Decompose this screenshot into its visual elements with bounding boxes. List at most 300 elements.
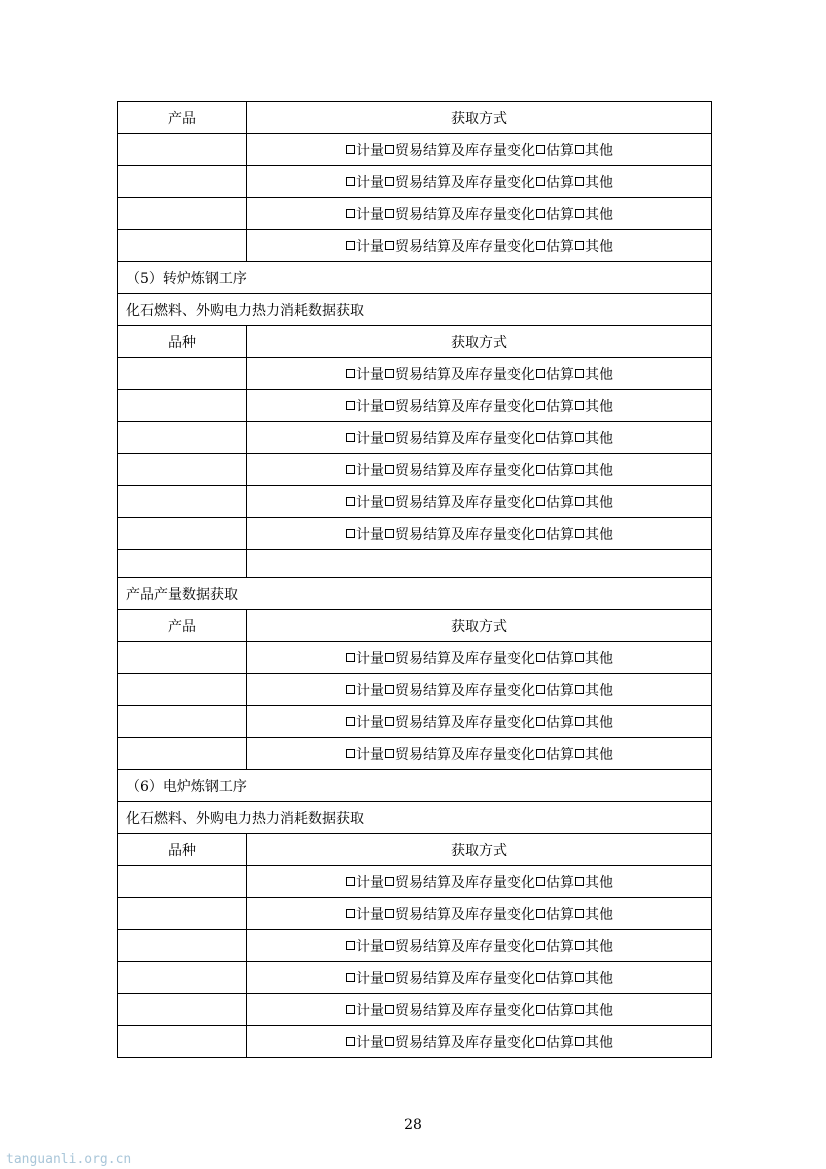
estimation-checkbox[interactable] [536, 209, 545, 218]
method-option[interactable] [535, 936, 574, 956]
method-option[interactable] [574, 1000, 613, 1020]
method-option[interactable] [345, 204, 384, 224]
method-option[interactable] [345, 140, 384, 160]
option-label: 计量 [356, 1034, 384, 1051]
trade-settlement-checkbox[interactable] [385, 465, 394, 474]
table-body [118, 102, 712, 1058]
item-cell[interactable] [118, 486, 247, 518]
other-checkbox[interactable] [575, 1037, 584, 1046]
table-row [118, 230, 712, 262]
table-row [118, 994, 712, 1026]
method-option[interactable] [574, 204, 613, 224]
method-option[interactable] [574, 648, 613, 668]
method-option[interactable] [384, 680, 535, 700]
method-option[interactable] [574, 904, 613, 924]
other-checkbox[interactable] [575, 209, 584, 218]
table-header-row [118, 610, 712, 642]
method-option[interactable] [384, 712, 535, 732]
item-cell[interactable] [118, 642, 247, 674]
method-option[interactable] [574, 744, 613, 764]
header-item-label: 产品 [118, 610, 247, 642]
estimation-checkbox[interactable] [536, 497, 545, 506]
option-label: 估算 [546, 430, 574, 447]
method-option[interactable] [535, 364, 574, 384]
method-option[interactable] [345, 872, 384, 892]
estimation-checkbox[interactable] [536, 145, 545, 154]
option-label: 贸易结算及库存量变化 [395, 142, 535, 159]
option-label: 贸易结算及库存量变化 [395, 938, 535, 955]
method-option[interactable] [384, 1000, 535, 1020]
header-method-label: 获取方式 [247, 102, 712, 134]
method-option[interactable] [345, 744, 384, 764]
option-label: 估算 [546, 938, 574, 955]
trade-settlement-checkbox[interactable] [385, 209, 394, 218]
method-option[interactable] [345, 236, 384, 256]
method-option[interactable] [384, 524, 535, 544]
method-option[interactable] [535, 872, 574, 892]
estimation-checkbox[interactable] [536, 685, 545, 694]
method-option[interactable] [345, 172, 384, 192]
option-label: 计量 [356, 366, 384, 383]
metering-checkbox[interactable] [346, 529, 355, 538]
option-label: 计量 [356, 430, 384, 447]
table-row [118, 134, 712, 166]
trade-settlement-checkbox[interactable] [385, 1005, 394, 1014]
other-checkbox[interactable] [575, 529, 584, 538]
method-option[interactable] [384, 140, 535, 160]
method-option[interactable] [345, 460, 384, 480]
method-option[interactable] [345, 968, 384, 988]
method-option[interactable] [574, 140, 613, 160]
method-option[interactable] [384, 236, 535, 256]
method-options-cell [247, 994, 712, 1026]
option-label: 估算 [546, 874, 574, 891]
option-label: 计量 [356, 526, 384, 543]
option-label: 计量 [356, 142, 384, 159]
trade-settlement-checkbox[interactable] [385, 973, 394, 982]
item-cell[interactable] [118, 706, 247, 738]
method-option[interactable] [535, 460, 574, 480]
item-cell[interactable] [118, 674, 247, 706]
other-checkbox[interactable] [575, 941, 584, 950]
option-label: 估算 [546, 970, 574, 987]
metering-checkbox[interactable] [346, 369, 355, 378]
other-checkbox[interactable] [575, 497, 584, 506]
item-cell[interactable] [118, 1026, 247, 1058]
metering-checkbox[interactable] [346, 465, 355, 474]
method-options-cell [247, 642, 712, 674]
option-label: 计量 [356, 906, 384, 923]
trade-settlement-checkbox[interactable] [385, 653, 394, 662]
method-option[interactable] [535, 428, 574, 448]
other-checkbox[interactable] [575, 653, 584, 662]
estimation-checkbox[interactable] [536, 369, 545, 378]
method-options-cell [247, 134, 712, 166]
method-option[interactable] [384, 492, 535, 512]
option-label: 贸易结算及库存量变化 [395, 430, 535, 447]
estimation-checkbox[interactable] [536, 749, 545, 758]
metering-checkbox[interactable] [346, 177, 355, 186]
method-option[interactable] [574, 236, 613, 256]
estimation-checkbox[interactable] [536, 653, 545, 662]
method-option[interactable] [384, 204, 535, 224]
option-label: 其他 [585, 682, 613, 699]
method-option[interactable] [345, 936, 384, 956]
table-row [118, 422, 712, 454]
method-option[interactable] [574, 364, 613, 384]
method-option[interactable] [535, 1032, 574, 1052]
estimation-checkbox[interactable] [536, 1005, 545, 1014]
estimation-checkbox[interactable] [536, 717, 545, 726]
trade-settlement-checkbox[interactable] [385, 369, 394, 378]
section-title: 化石燃料、外购电力热力消耗数据获取 [118, 294, 712, 326]
data-acquisition-table [117, 101, 712, 1058]
trade-settlement-checkbox[interactable] [385, 877, 394, 886]
other-checkbox[interactable] [575, 1005, 584, 1014]
option-label: 贸易结算及库存量变化 [395, 682, 535, 699]
method-option[interactable] [535, 968, 574, 988]
option-label: 计量 [356, 746, 384, 763]
table-row [118, 898, 712, 930]
table-row [118, 706, 712, 738]
method-option[interactable] [574, 492, 613, 512]
option-label: 计量 [356, 682, 384, 699]
option-label: 计量 [356, 238, 384, 255]
method-option[interactable] [345, 524, 384, 544]
method-options-cell [247, 486, 712, 518]
method-option[interactable] [345, 712, 384, 732]
other-checkbox[interactable] [575, 909, 584, 918]
method-option[interactable] [384, 364, 535, 384]
trade-settlement-checkbox[interactable] [385, 749, 394, 758]
method-option[interactable] [345, 648, 384, 668]
item-cell[interactable] [118, 738, 247, 770]
metering-checkbox[interactable] [346, 209, 355, 218]
metering-checkbox[interactable] [346, 653, 355, 662]
trade-settlement-checkbox[interactable] [385, 145, 394, 154]
method-options-cell [247, 738, 712, 770]
header-method-label: 获取方式 [247, 834, 712, 866]
other-checkbox[interactable] [575, 749, 584, 758]
method-option[interactable] [535, 680, 574, 700]
other-checkbox[interactable] [575, 369, 584, 378]
method-option[interactable] [535, 648, 574, 668]
method-option[interactable] [535, 1000, 574, 1020]
method-option[interactable] [574, 428, 613, 448]
method-option[interactable] [574, 712, 613, 732]
method-option[interactable] [574, 1032, 613, 1052]
metering-checkbox[interactable] [346, 1037, 355, 1046]
metering-checkbox[interactable] [346, 749, 355, 758]
metering-checkbox[interactable] [346, 685, 355, 694]
table-row [118, 390, 712, 422]
trade-settlement-checkbox[interactable] [385, 433, 394, 442]
option-label: 其他 [585, 238, 613, 255]
option-label: 其他 [585, 650, 613, 667]
method-option[interactable] [384, 936, 535, 956]
option-label: 计量 [356, 714, 384, 731]
item-cell[interactable] [118, 454, 247, 486]
method-option[interactable] [384, 968, 535, 988]
table-row [118, 1026, 712, 1058]
method-option[interactable] [384, 648, 535, 668]
method-options-cell [247, 866, 712, 898]
option-label: 估算 [546, 142, 574, 159]
table-row [118, 962, 712, 994]
section-title-row [118, 294, 712, 326]
table-row [118, 674, 712, 706]
option-label: 贸易结算及库存量变化 [395, 398, 535, 415]
method-options-cell [247, 962, 712, 994]
option-label: 估算 [546, 206, 574, 223]
option-label: 其他 [585, 874, 613, 891]
trade-settlement-checkbox[interactable] [385, 1037, 394, 1046]
method-options-cell [247, 930, 712, 962]
method-option[interactable] [574, 172, 613, 192]
table-header-row [118, 102, 712, 134]
method-option[interactable] [345, 396, 384, 416]
method-options-cell [247, 230, 712, 262]
metering-checkbox[interactable] [346, 497, 355, 506]
trade-settlement-checkbox[interactable] [385, 685, 394, 694]
option-label: 其他 [585, 746, 613, 763]
method-option[interactable] [574, 396, 613, 416]
method-option[interactable] [574, 460, 613, 480]
section-title: 产品产量数据获取 [118, 578, 712, 610]
item-cell[interactable] [118, 134, 247, 166]
option-label: 贸易结算及库存量变化 [395, 238, 535, 255]
method-option[interactable] [535, 904, 574, 924]
method-option[interactable] [535, 204, 574, 224]
header-item-label: 品种 [118, 834, 247, 866]
other-checkbox[interactable] [575, 177, 584, 186]
option-label: 估算 [546, 174, 574, 191]
option-label: 计量 [356, 938, 384, 955]
table-row [118, 166, 712, 198]
method-options-cell [247, 706, 712, 738]
section-title-row [118, 578, 712, 610]
method-option[interactable] [345, 904, 384, 924]
trade-settlement-checkbox[interactable] [385, 909, 394, 918]
method-option[interactable] [535, 140, 574, 160]
method-option[interactable] [574, 524, 613, 544]
item-cell[interactable] [118, 422, 247, 454]
option-label: 估算 [546, 1034, 574, 1051]
estimation-checkbox[interactable] [536, 941, 545, 950]
trade-settlement-checkbox[interactable] [385, 717, 394, 726]
estimation-checkbox[interactable] [536, 973, 545, 982]
metering-checkbox[interactable] [346, 877, 355, 886]
option-label: 贸易结算及库存量变化 [395, 366, 535, 383]
section-title-row [118, 262, 712, 294]
trade-settlement-checkbox[interactable] [385, 529, 394, 538]
option-label: 估算 [546, 526, 574, 543]
option-label: 估算 [546, 494, 574, 511]
option-label: 其他 [585, 906, 613, 923]
method-options-cell [247, 898, 712, 930]
trade-settlement-checkbox[interactable] [385, 401, 394, 410]
other-checkbox[interactable] [575, 241, 584, 250]
metering-checkbox[interactable] [346, 241, 355, 250]
trade-settlement-checkbox[interactable] [385, 177, 394, 186]
option-label: 贸易结算及库存量变化 [395, 906, 535, 923]
method-option[interactable] [384, 872, 535, 892]
option-label: 其他 [585, 526, 613, 543]
section-title: （5）转炉炼钢工序 [118, 262, 712, 294]
method-option[interactable] [535, 172, 574, 192]
option-label: 贸易结算及库存量变化 [395, 714, 535, 731]
option-label: 计量 [356, 398, 384, 415]
item-cell[interactable] [118, 518, 247, 550]
method-option[interactable] [574, 936, 613, 956]
method-option[interactable] [535, 492, 574, 512]
option-label: 贸易结算及库存量变化 [395, 1002, 535, 1019]
option-label: 估算 [546, 746, 574, 763]
option-label: 估算 [546, 238, 574, 255]
method-option[interactable] [574, 968, 613, 988]
method-option[interactable] [384, 1032, 535, 1052]
table-row [118, 642, 712, 674]
item-cell[interactable] [118, 994, 247, 1026]
method-options-cell [247, 674, 712, 706]
method-option[interactable] [345, 428, 384, 448]
option-label: 其他 [585, 1034, 613, 1051]
method-option[interactable] [574, 680, 613, 700]
method-option[interactable] [384, 172, 535, 192]
option-label: 贸易结算及库存量变化 [395, 526, 535, 543]
table-row [118, 930, 712, 962]
method-option[interactable] [345, 1032, 384, 1052]
other-checkbox[interactable] [575, 717, 584, 726]
item-cell[interactable] [118, 166, 247, 198]
trade-settlement-checkbox[interactable] [385, 497, 394, 506]
item-cell[interactable] [118, 198, 247, 230]
other-checkbox[interactable] [575, 433, 584, 442]
metering-checkbox[interactable] [346, 717, 355, 726]
metering-checkbox[interactable] [346, 1005, 355, 1014]
item-cell[interactable] [118, 358, 247, 390]
metering-checkbox[interactable] [346, 145, 355, 154]
option-label: 估算 [546, 906, 574, 923]
estimation-checkbox[interactable] [536, 177, 545, 186]
section-title-row [118, 770, 712, 802]
method-option[interactable] [384, 460, 535, 480]
option-label: 其他 [585, 462, 613, 479]
metering-checkbox[interactable] [346, 433, 355, 442]
option-label: 计量 [356, 206, 384, 223]
item-cell[interactable] [118, 962, 247, 994]
estimation-checkbox[interactable] [536, 529, 545, 538]
estimation-checkbox[interactable] [536, 465, 545, 474]
item-cell[interactable] [118, 390, 247, 422]
method-option[interactable] [384, 904, 535, 924]
option-label: 估算 [546, 650, 574, 667]
table-row [118, 454, 712, 486]
option-label: 估算 [546, 366, 574, 383]
option-label: 其他 [585, 142, 613, 159]
metering-checkbox[interactable] [346, 909, 355, 918]
option-label: 贸易结算及库存量变化 [395, 746, 535, 763]
method-option[interactable] [384, 744, 535, 764]
method-option[interactable] [345, 364, 384, 384]
table-row [118, 358, 712, 390]
metering-checkbox[interactable] [346, 973, 355, 982]
estimation-checkbox[interactable] [536, 241, 545, 250]
option-label: 其他 [585, 714, 613, 731]
table-header-row [118, 326, 712, 358]
other-checkbox[interactable] [575, 685, 584, 694]
item-cell[interactable] [118, 230, 247, 262]
estimation-checkbox[interactable] [536, 909, 545, 918]
table-row [118, 866, 712, 898]
option-label: 贸易结算及库存量变化 [395, 970, 535, 987]
option-label: 计量 [356, 1002, 384, 1019]
option-label: 估算 [546, 682, 574, 699]
method-option[interactable] [535, 396, 574, 416]
option-label: 其他 [585, 494, 613, 511]
method-option[interactable] [345, 680, 384, 700]
estimation-checkbox[interactable] [536, 433, 545, 442]
trade-settlement-checkbox[interactable] [385, 241, 394, 250]
method-option[interactable] [535, 524, 574, 544]
method-option[interactable] [535, 712, 574, 732]
item-cell[interactable] [118, 866, 247, 898]
method-option[interactable] [574, 872, 613, 892]
item-cell[interactable] [118, 898, 247, 930]
method-option[interactable] [384, 396, 535, 416]
item-cell[interactable] [118, 550, 247, 578]
table-row [118, 198, 712, 230]
header-item-label: 品种 [118, 326, 247, 358]
estimation-checkbox[interactable] [536, 1037, 545, 1046]
other-checkbox[interactable] [575, 145, 584, 154]
metering-checkbox[interactable] [346, 401, 355, 410]
method-option[interactable] [345, 1000, 384, 1020]
option-label: 贸易结算及库存量变化 [395, 1034, 535, 1051]
metering-checkbox[interactable] [346, 941, 355, 950]
header-item-label: 产品 [118, 102, 247, 134]
other-checkbox[interactable] [575, 401, 584, 410]
section-title-row [118, 802, 712, 834]
method-option[interactable] [345, 492, 384, 512]
page-number: 28 [404, 1117, 422, 1133]
option-label: 其他 [585, 174, 613, 191]
other-checkbox[interactable] [575, 465, 584, 474]
option-label: 贸易结算及库存量变化 [395, 874, 535, 891]
empty-row [118, 550, 712, 578]
method-options-cell [247, 390, 712, 422]
table-row [118, 518, 712, 550]
estimation-checkbox[interactable] [536, 401, 545, 410]
section-title: 化石燃料、外购电力热力消耗数据获取 [118, 802, 712, 834]
option-label: 其他 [585, 430, 613, 447]
table-row [118, 738, 712, 770]
method-option[interactable] [535, 236, 574, 256]
item-cell[interactable] [118, 930, 247, 962]
option-label: 其他 [585, 398, 613, 415]
header-method-label: 获取方式 [247, 326, 712, 358]
table-row [118, 486, 712, 518]
option-label: 其他 [585, 938, 613, 955]
other-checkbox[interactable] [575, 877, 584, 886]
method-option[interactable] [384, 428, 535, 448]
estimation-checkbox[interactable] [536, 877, 545, 886]
other-checkbox[interactable] [575, 973, 584, 982]
method-option[interactable] [535, 744, 574, 764]
method-options-cell [247, 518, 712, 550]
trade-settlement-checkbox[interactable] [385, 941, 394, 950]
option-label: 估算 [546, 398, 574, 415]
